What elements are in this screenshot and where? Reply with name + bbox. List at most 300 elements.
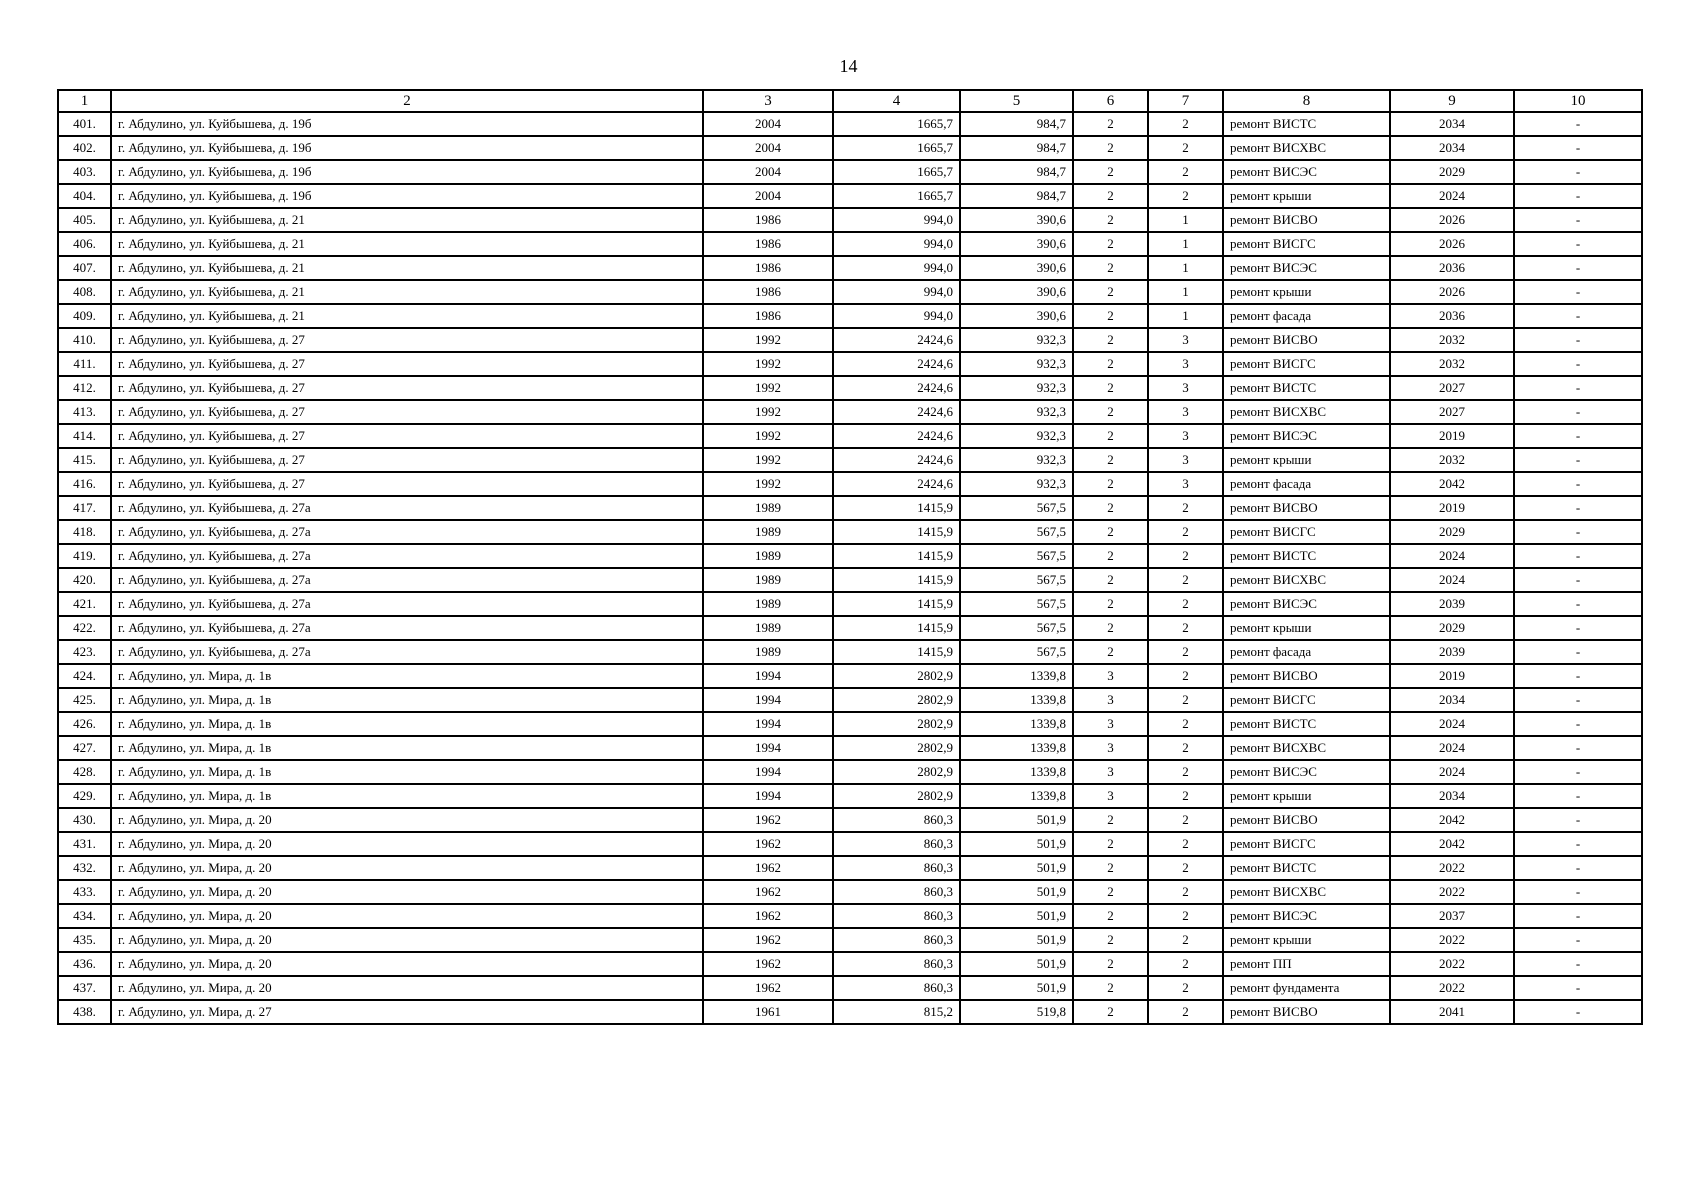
planned-year-cell: 2034 [1390,136,1514,160]
floors-cell: 2 [1073,928,1148,952]
entrances-cell: 3 [1148,400,1223,424]
address-cell: г. Абдулино, ул. Куйбышева, д. 19б [111,136,703,160]
address-cell: г. Абдулино, ул. Мира, д. 27 [111,1000,703,1024]
address-cell: г. Абдулино, ул. Мира, д. 20 [111,832,703,856]
table-row [58,928,1642,952]
entrances-cell: 2 [1148,808,1223,832]
note-cell: - [1514,568,1642,592]
total-area-cell: 1665,7 [833,136,960,160]
row-number-cell: 424. [58,664,111,688]
planned-year-cell: 2042 [1390,808,1514,832]
floors-cell: 2 [1073,232,1148,256]
address-cell: г. Абдулино, ул. Куйбышева, д. 27 [111,448,703,472]
total-area-cell: 815,2 [833,1000,960,1024]
entrances-cell: 2 [1148,664,1223,688]
table-row [58,688,1642,712]
table-row [58,784,1642,808]
year-built-cell: 1962 [703,976,833,1000]
living-area-cell: 567,5 [960,496,1073,520]
floors-cell: 3 [1073,760,1148,784]
entrances-cell: 2 [1148,736,1223,760]
note-cell: - [1514,616,1642,640]
year-built-cell: 1992 [703,448,833,472]
living-area-cell: 984,7 [960,112,1073,136]
living-area-cell: 932,3 [960,424,1073,448]
entrances-cell: 3 [1148,472,1223,496]
living-area-cell: 567,5 [960,568,1073,592]
row-number-cell: 405. [58,208,111,232]
column-header: 10 [1514,90,1642,112]
planned-year-cell: 2019 [1390,496,1514,520]
planned-year-cell: 2029 [1390,520,1514,544]
note-cell: - [1514,184,1642,208]
row-number-cell: 409. [58,304,111,328]
table-row [58,760,1642,784]
entrances-cell: 2 [1148,760,1223,784]
planned-year-cell: 2024 [1390,568,1514,592]
repair-type-cell: ремонт фундамента [1223,976,1390,1000]
planned-year-cell: 2022 [1390,952,1514,976]
total-area-cell: 1415,9 [833,616,960,640]
note-cell: - [1514,280,1642,304]
total-area-cell: 2802,9 [833,760,960,784]
total-area-cell: 994,0 [833,232,960,256]
living-area-cell: 501,9 [960,880,1073,904]
year-built-cell: 2004 [703,184,833,208]
total-area-cell: 1415,9 [833,640,960,664]
row-number-cell: 431. [58,832,111,856]
note-cell: - [1514,1000,1642,1024]
row-number-cell: 426. [58,712,111,736]
table-row [58,976,1642,1000]
year-built-cell: 1989 [703,592,833,616]
table-row [58,904,1642,928]
table-row [58,568,1642,592]
living-area-cell: 567,5 [960,544,1073,568]
note-cell: - [1514,520,1642,544]
year-built-cell: 1962 [703,856,833,880]
address-cell: г. Абдулино, ул. Куйбышева, д. 19б [111,160,703,184]
address-cell: г. Абдулино, ул. Мира, д. 1в [111,712,703,736]
planned-year-cell: 2034 [1390,784,1514,808]
living-area-cell: 501,9 [960,904,1073,928]
planned-year-cell: 2032 [1390,448,1514,472]
row-number-cell: 411. [58,352,111,376]
planned-year-cell: 2024 [1390,544,1514,568]
living-area-cell: 984,7 [960,136,1073,160]
planned-year-cell: 2019 [1390,664,1514,688]
floors-cell: 2 [1073,208,1148,232]
entrances-cell: 2 [1148,904,1223,928]
planned-year-cell: 2036 [1390,304,1514,328]
planned-year-cell: 2026 [1390,280,1514,304]
floors-cell: 2 [1073,616,1148,640]
floors-cell: 2 [1073,880,1148,904]
living-area-cell: 390,6 [960,256,1073,280]
row-number-cell: 408. [58,280,111,304]
row-number-cell: 404. [58,184,111,208]
floors-cell: 3 [1073,712,1148,736]
repair-type-cell: ремонт ВИСТС [1223,712,1390,736]
living-area-cell: 984,7 [960,160,1073,184]
address-cell: г. Абдулино, ул. Мира, д. 20 [111,928,703,952]
entrances-cell: 1 [1148,280,1223,304]
table-row [58,856,1642,880]
living-area-cell: 1339,8 [960,760,1073,784]
living-area-cell: 932,3 [960,376,1073,400]
repair-type-cell: ремонт ВИСВО [1223,496,1390,520]
floors-cell: 2 [1073,952,1148,976]
total-area-cell: 1415,9 [833,496,960,520]
table-row [58,616,1642,640]
floors-cell: 2 [1073,184,1148,208]
address-cell: г. Абдулино, ул. Куйбышева, д. 27 [111,328,703,352]
planned-year-cell: 2022 [1390,856,1514,880]
row-number-cell: 417. [58,496,111,520]
entrances-cell: 2 [1148,784,1223,808]
note-cell: - [1514,232,1642,256]
planned-year-cell: 2024 [1390,736,1514,760]
floors-cell: 2 [1073,280,1148,304]
floors-cell: 2 [1073,136,1148,160]
note-cell: - [1514,592,1642,616]
living-area-cell: 567,5 [960,592,1073,616]
entrances-cell: 2 [1148,688,1223,712]
note-cell: - [1514,760,1642,784]
total-area-cell: 2424,6 [833,376,960,400]
row-number-cell: 402. [58,136,111,160]
repair-type-cell: ремонт фасада [1223,304,1390,328]
total-area-cell: 1415,9 [833,544,960,568]
planned-year-cell: 2039 [1390,592,1514,616]
row-number-cell: 418. [58,520,111,544]
total-area-cell: 860,3 [833,904,960,928]
table-row [58,736,1642,760]
planned-year-cell: 2027 [1390,376,1514,400]
repair-schedule-table [57,89,1643,1025]
total-area-cell: 2802,9 [833,688,960,712]
floors-cell: 2 [1073,640,1148,664]
floors-cell: 2 [1073,112,1148,136]
table-row [58,160,1642,184]
total-area-cell: 994,0 [833,280,960,304]
address-cell: г. Абдулино, ул. Куйбышева, д. 19б [111,184,703,208]
repair-type-cell: ремонт ВИСТС [1223,544,1390,568]
column-header: 2 [111,90,703,112]
total-area-cell: 1415,9 [833,568,960,592]
floors-cell: 2 [1073,352,1148,376]
note-cell: - [1514,472,1642,496]
table-row [58,496,1642,520]
entrances-cell: 2 [1148,136,1223,160]
column-header: 5 [960,90,1073,112]
floors-cell: 3 [1073,784,1148,808]
entrances-cell: 2 [1148,568,1223,592]
year-built-cell: 1992 [703,376,833,400]
table-row [58,232,1642,256]
total-area-cell: 860,3 [833,832,960,856]
address-cell: г. Абдулино, ул. Мира, д. 1в [111,664,703,688]
living-area-cell: 567,5 [960,640,1073,664]
table-row [58,400,1642,424]
address-cell: г. Абдулино, ул. Куйбышева, д. 27а [111,616,703,640]
entrances-cell: 1 [1148,304,1223,328]
address-cell: г. Абдулино, ул. Куйбышева, д. 27а [111,568,703,592]
total-area-cell: 2424,6 [833,448,960,472]
table-row [58,592,1642,616]
repair-type-cell: ремонт ВИСВО [1223,328,1390,352]
total-area-cell: 2424,6 [833,328,960,352]
year-built-cell: 1994 [703,736,833,760]
year-built-cell: 1994 [703,712,833,736]
total-area-cell: 860,3 [833,856,960,880]
entrances-cell: 2 [1148,1000,1223,1024]
table-row [58,1000,1642,1024]
floors-cell: 3 [1073,736,1148,760]
floors-cell: 2 [1073,400,1148,424]
entrances-cell: 2 [1148,640,1223,664]
floors-cell: 2 [1073,376,1148,400]
note-cell: - [1514,688,1642,712]
living-area-cell: 390,6 [960,232,1073,256]
year-built-cell: 2004 [703,112,833,136]
address-cell: г. Абдулино, ул. Мира, д. 20 [111,856,703,880]
repair-type-cell: ремонт ВИСХВС [1223,568,1390,592]
entrances-cell: 2 [1148,952,1223,976]
note-cell: - [1514,256,1642,280]
year-built-cell: 1992 [703,328,833,352]
row-number-cell: 425. [58,688,111,712]
floors-cell: 2 [1073,832,1148,856]
living-area-cell: 1339,8 [960,736,1073,760]
repair-type-cell: ремонт ВИСТС [1223,112,1390,136]
note-cell: - [1514,736,1642,760]
living-area-cell: 1339,8 [960,688,1073,712]
entrances-cell: 2 [1148,496,1223,520]
entrances-cell: 2 [1148,616,1223,640]
column-header: 4 [833,90,960,112]
repair-type-cell: ремонт ВИСГС [1223,832,1390,856]
repair-type-cell: ремонт крыши [1223,280,1390,304]
table-row [58,832,1642,856]
entrances-cell: 3 [1148,448,1223,472]
repair-type-cell: ремонт крыши [1223,616,1390,640]
repair-type-cell: ремонт ВИСХВС [1223,880,1390,904]
entrances-cell: 3 [1148,424,1223,448]
repair-type-cell: ремонт ВИСХВС [1223,736,1390,760]
living-area-cell: 501,9 [960,976,1073,1000]
note-cell: - [1514,496,1642,520]
address-cell: г. Абдулино, ул. Куйбышева, д. 27а [111,592,703,616]
repair-type-cell: ремонт ВИСТС [1223,856,1390,880]
row-number-cell: 438. [58,1000,111,1024]
living-area-cell: 519,8 [960,1000,1073,1024]
note-cell: - [1514,424,1642,448]
header-row [58,90,1642,112]
repair-type-cell: ремонт ВИСХВС [1223,400,1390,424]
address-cell: г. Абдулино, ул. Куйбышева, д. 27 [111,400,703,424]
repair-type-cell: ремонт фасада [1223,640,1390,664]
entrances-cell: 1 [1148,208,1223,232]
repair-type-cell: ремонт ВИСГС [1223,688,1390,712]
living-area-cell: 932,3 [960,448,1073,472]
note-cell: - [1514,880,1642,904]
floors-cell: 2 [1073,496,1148,520]
year-built-cell: 2004 [703,160,833,184]
total-area-cell: 2802,9 [833,664,960,688]
total-area-cell: 2802,9 [833,784,960,808]
entrances-cell: 2 [1148,880,1223,904]
year-built-cell: 1994 [703,760,833,784]
note-cell: - [1514,712,1642,736]
note-cell: - [1514,856,1642,880]
table-row [58,712,1642,736]
column-header: 3 [703,90,833,112]
floors-cell: 2 [1073,424,1148,448]
repair-type-cell: ремонт ВИСЭС [1223,256,1390,280]
table-row [58,328,1642,352]
note-cell: - [1514,376,1642,400]
address-cell: г. Абдулино, ул. Мира, д. 20 [111,904,703,928]
repair-type-cell: ремонт ВИСГС [1223,352,1390,376]
planned-year-cell: 2022 [1390,880,1514,904]
repair-type-cell: ремонт крыши [1223,928,1390,952]
row-number-cell: 422. [58,616,111,640]
table-row [58,280,1642,304]
repair-type-cell: ремонт ВИСТС [1223,376,1390,400]
planned-year-cell: 2024 [1390,184,1514,208]
planned-year-cell: 2022 [1390,928,1514,952]
table-row [58,184,1642,208]
note-cell: - [1514,664,1642,688]
floors-cell: 3 [1073,664,1148,688]
floors-cell: 2 [1073,544,1148,568]
year-built-cell: 1986 [703,304,833,328]
floors-cell: 2 [1073,256,1148,280]
living-area-cell: 1339,8 [960,784,1073,808]
repair-type-cell: ремонт ВИСЭС [1223,592,1390,616]
row-number-cell: 416. [58,472,111,496]
row-number-cell: 429. [58,784,111,808]
entrances-cell: 2 [1148,520,1223,544]
planned-year-cell: 2037 [1390,904,1514,928]
planned-year-cell: 2029 [1390,160,1514,184]
note-cell: - [1514,400,1642,424]
note-cell: - [1514,328,1642,352]
row-number-cell: 428. [58,760,111,784]
row-number-cell: 433. [58,880,111,904]
table-row [58,256,1642,280]
entrances-cell: 1 [1148,256,1223,280]
address-cell: г. Абдулино, ул. Мира, д. 20 [111,976,703,1000]
planned-year-cell: 2027 [1390,400,1514,424]
address-cell: г. Абдулино, ул. Мира, д. 20 [111,880,703,904]
year-built-cell: 1992 [703,400,833,424]
living-area-cell: 567,5 [960,520,1073,544]
repair-type-cell: ремонт ПП [1223,952,1390,976]
address-cell: г. Абдулино, ул. Мира, д. 20 [111,808,703,832]
address-cell: г. Абдулино, ул. Куйбышева, д. 27а [111,520,703,544]
address-cell: г. Абдулино, ул. Мира, д. 1в [111,688,703,712]
row-number-cell: 403. [58,160,111,184]
total-area-cell: 2802,9 [833,712,960,736]
entrances-cell: 2 [1148,832,1223,856]
floors-cell: 2 [1073,304,1148,328]
repair-type-cell: ремонт ВИСВО [1223,664,1390,688]
entrances-cell: 2 [1148,160,1223,184]
address-cell: г. Абдулино, ул. Куйбышева, д. 27а [111,640,703,664]
living-area-cell: 567,5 [960,616,1073,640]
total-area-cell: 1415,9 [833,520,960,544]
row-number-cell: 419. [58,544,111,568]
year-built-cell: 1989 [703,616,833,640]
living-area-cell: 390,6 [960,208,1073,232]
column-header: 6 [1073,90,1148,112]
address-cell: г. Абдулино, ул. Куйбышева, д. 27 [111,376,703,400]
address-cell: г. Абдулино, ул. Куйбышева, д. 21 [111,232,703,256]
living-area-cell: 1339,8 [960,712,1073,736]
planned-year-cell: 2041 [1390,1000,1514,1024]
table-row [58,304,1642,328]
living-area-cell: 501,9 [960,832,1073,856]
living-area-cell: 932,3 [960,400,1073,424]
repair-type-cell: ремонт ВИСЭС [1223,160,1390,184]
address-cell: г. Абдулино, ул. Куйбышева, д. 27а [111,496,703,520]
repair-type-cell: ремонт ВИСХВС [1223,136,1390,160]
table-row [58,640,1642,664]
year-built-cell: 1986 [703,232,833,256]
table-row [58,448,1642,472]
note-cell: - [1514,136,1642,160]
year-built-cell: 1994 [703,784,833,808]
floors-cell: 2 [1073,568,1148,592]
planned-year-cell: 2022 [1390,976,1514,1000]
year-built-cell: 1992 [703,424,833,448]
row-number-cell: 421. [58,592,111,616]
floors-cell: 3 [1073,688,1148,712]
table-row [58,424,1642,448]
note-cell: - [1514,208,1642,232]
year-built-cell: 1989 [703,520,833,544]
address-cell: г. Абдулино, ул. Куйбышева, д. 27 [111,352,703,376]
address-cell: г. Абдулино, ул. Куйбышева, д. 21 [111,208,703,232]
total-area-cell: 2802,9 [833,736,960,760]
planned-year-cell: 2034 [1390,112,1514,136]
year-built-cell: 1962 [703,928,833,952]
table-row [58,664,1642,688]
column-header: 8 [1223,90,1390,112]
column-header: 7 [1148,90,1223,112]
repair-type-cell: ремонт ВИСВО [1223,808,1390,832]
row-number-cell: 415. [58,448,111,472]
table-row [58,544,1642,568]
total-area-cell: 2424,6 [833,400,960,424]
planned-year-cell: 2026 [1390,208,1514,232]
total-area-cell: 994,0 [833,208,960,232]
row-number-cell: 437. [58,976,111,1000]
note-cell: - [1514,904,1642,928]
row-number-cell: 407. [58,256,111,280]
year-built-cell: 1992 [703,472,833,496]
total-area-cell: 860,3 [833,880,960,904]
address-cell: г. Абдулино, ул. Мира, д. 20 [111,952,703,976]
living-area-cell: 501,9 [960,952,1073,976]
table-row [58,352,1642,376]
entrances-cell: 2 [1148,856,1223,880]
table-row [58,376,1642,400]
row-number-cell: 412. [58,376,111,400]
living-area-cell: 1339,8 [960,664,1073,688]
